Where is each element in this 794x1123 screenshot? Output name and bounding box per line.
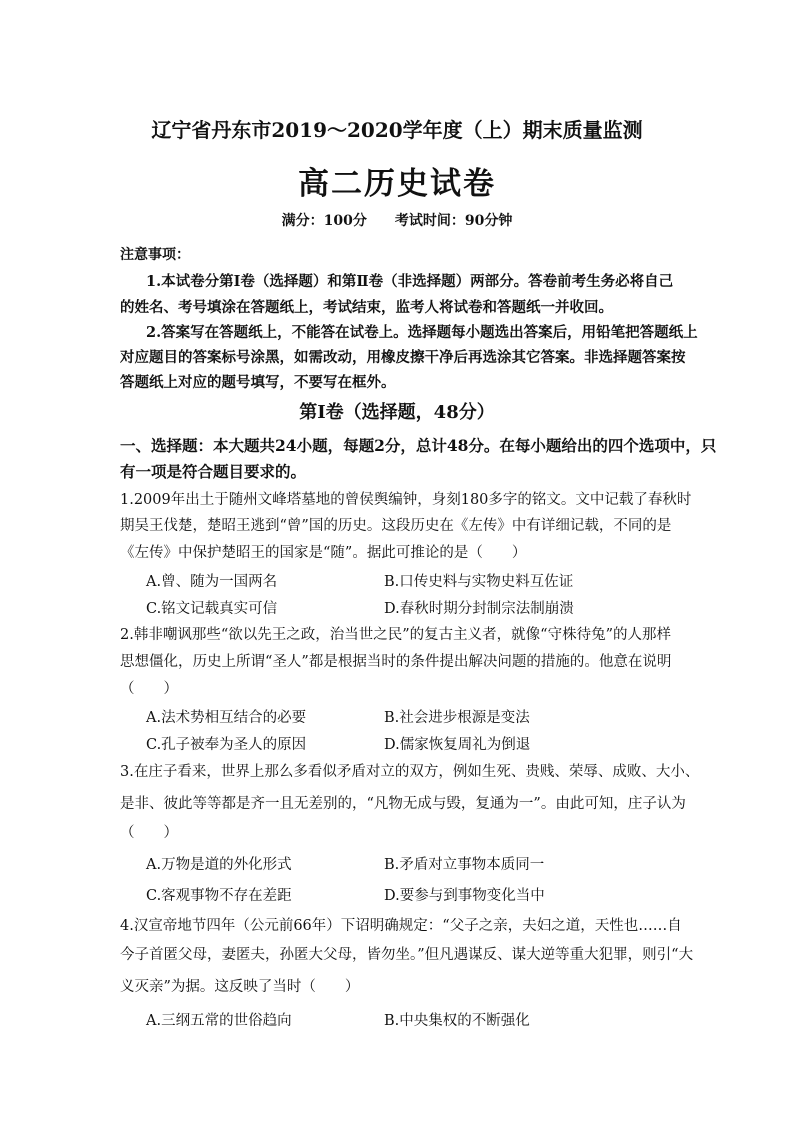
question-line: 1.2009年出土于随州文峰塔墓地的曾侯舆编钟，身刻180多字的铭文。文中记载了春秋时: [120, 492, 692, 508]
note-line: 1.本试卷分第Ⅰ卷（选择题）和第Ⅱ卷（非选择题）两部分。答卷前考生务必将自己: [146, 273, 674, 290]
note-line: 的姓名、考号填涂在答题纸上，考试结束，监考人将试卷和答题纸一并收回。: [120, 299, 613, 316]
question-line: （ ）: [120, 825, 178, 841]
question-line: 《左传》中保护楚昭王的国家是“随”。据此可推论的是（ ）: [120, 545, 527, 561]
question-line: 今子首匿父母，妻匿夫，孙匿大父母，皆勿坐。”但凡遇谋反、谋大逆等重大犯罪，则引“大: [120, 947, 694, 963]
option-d: D.儒家恢复周礼为倒退: [384, 737, 531, 753]
question-line: （ ）: [120, 681, 178, 697]
part1-title: 第Ⅰ卷（选择题，48分）: [299, 402, 495, 423]
question-line: 是非、彼此等等都是齐一且无差别的，“凡物无成与毁，复通为一”。由此可知，庄子认为: [120, 796, 686, 812]
exam-title: 高二历史试卷: [298, 166, 496, 202]
option-d: D.春秋时期分封制宗法制崩溃: [384, 601, 574, 617]
option-b: B.口传史料与实物史料互佐证: [384, 574, 574, 590]
question-line: 2.韩非嘲讽那些“欲以先王之政，治当世之民”的复古主义者，就像“守株待兔”的人那样: [120, 627, 671, 643]
option-d: D.要参与到事物变化当中: [384, 888, 545, 904]
question-line: 3.在庄子看来，世界上那么多看似矛盾对立的双方，例如生死、贵贱、荣辱、成败、大小、: [120, 764, 700, 780]
question-line: 思想僵化，历史上所谓“圣人”都是根据当时的条件提出解决问题的措施的。他意在说明: [120, 654, 672, 670]
notes-heading: 注意事项：: [120, 247, 190, 263]
option-c: C.孔子被奉为圣人的原因: [146, 737, 307, 753]
question-line: 期吴王伐楚，楚昭王逃到“曾”国的历史。这段历史在《左传》中有详细记载，不同的是: [120, 518, 672, 534]
option-c: C.客观事物不存在差距: [146, 888, 292, 904]
question-line: 4.汉宣帝地节四年（公元前66年）下诏明确规定：“父子之亲，夫妇之道，天性也……自: [120, 918, 682, 934]
option-b: B.中央集权的不断强化: [384, 1013, 530, 1029]
exam-subtitle: 辽宁省丹东市2019～2020学年度（上）期末质量监测: [151, 118, 643, 142]
option-a: A.法术势相互结合的必要: [146, 710, 307, 726]
option-a: A.三纲五常的世俗趋向: [146, 1013, 292, 1029]
option-a: A.万物是道的外化形式: [146, 857, 292, 873]
note-line: 答题纸上对应的题号填写，不要写在框外。: [120, 374, 396, 391]
question-line: 义灭亲”为据。这反映了当时（ ）: [120, 979, 360, 995]
option-a: A.曾、随为一国两名: [146, 574, 278, 590]
option-b: B.矛盾对立事物本质同一: [384, 857, 545, 873]
section-instruction: 有一项是符合题目要求的。: [120, 462, 307, 481]
note-line: 2.答案写在答题纸上，不能答在试卷上。选择题每小题选出答案后，用铅笔把答题纸上: [146, 324, 698, 341]
option-c: C.铭文记载真实可信: [146, 601, 278, 617]
exam-meta: 满分：100分 考试时间：90分钟: [281, 213, 513, 229]
section-instruction: 一、选择题：本大题共24小题，每题2分，总计48分。在每小题给出的四个选项中，只: [120, 436, 717, 455]
note-line: 对应题目的答案标号涂黑，如需改动，用橡皮擦干净后再选涂其它答案。非选择题答案按: [120, 349, 686, 366]
option-b: B.社会进步根源是变法: [384, 710, 530, 726]
